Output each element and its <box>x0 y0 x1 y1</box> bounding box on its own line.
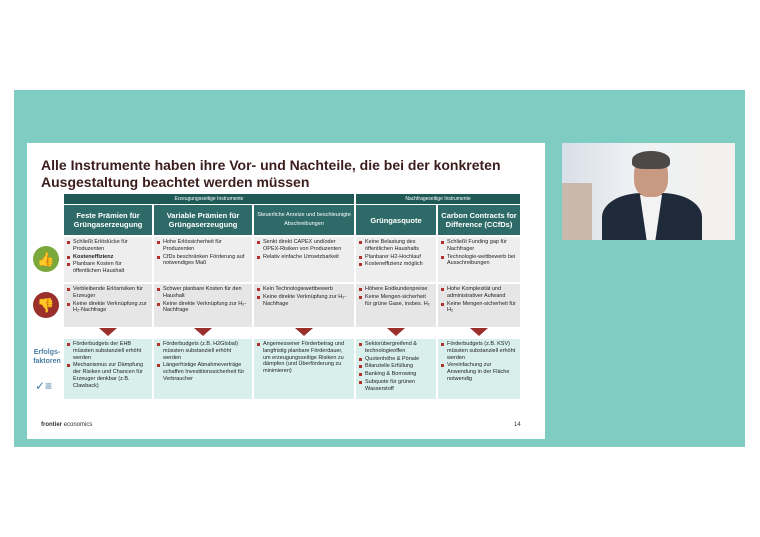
list-item: Keine direkte Verknüpfung zur H₂-Nachfrage <box>257 294 351 308</box>
list-item: Keine Belastung des öffentlichen Haushalts <box>359 239 433 253</box>
list-item: Förderbudgets (z.B. KSV) müssten substanziell erhöht werden <box>441 341 517 361</box>
down-arrow-icon <box>295 328 313 336</box>
down-arrow-icon <box>470 328 488 336</box>
footer-brand-bold: frontier <box>41 422 62 428</box>
cons-cell <box>154 284 252 327</box>
list-item: Höhere Endkundenpreise <box>359 286 433 293</box>
down-arrow-icon <box>194 328 212 336</box>
column-header-fixed-premium: Feste Prämien für Grüngaserzeugung <box>64 205 152 235</box>
group-header-demand: Nachfrageseitige Instrumente <box>356 194 520 204</box>
list-item: Angemessener Förderbetrag und langfristig planbare Förderdauer, um erzeugungsseitige Risiken zu dämpfen (und Überförderung zu minimieren) <box>257 341 351 375</box>
list-item: Technologie-wettbewerb bei Ausschreibungen <box>441 254 517 268</box>
list-item: Quotenhöhe & Pönale <box>359 356 433 363</box>
down-arrow-icon <box>387 328 405 336</box>
column-header-tax-incentives: Steuerliche Anreize und beschleunigte Abschreibungen <box>254 205 354 235</box>
column-header-green-gas-quota: Grüngasquote <box>356 205 436 235</box>
success-cell <box>438 339 520 399</box>
footer-brand-light: economics <box>62 422 93 428</box>
column-header-ccfd: Carbon Contracts for Difference (CCfDs) <box>438 205 520 235</box>
page-number: 14 <box>514 422 521 428</box>
list-item: Schließt Funding gap für Nachfrager <box>441 239 517 253</box>
footer-logo <box>41 422 92 428</box>
list-item: Banking & Borrowing <box>359 371 433 378</box>
pros-cell <box>64 237 152 282</box>
success-cell <box>356 339 436 399</box>
list-item: Förderbudgets der EHB müssten substanziell erhöht werden <box>67 341 149 361</box>
success-factors-label: Erfolgs-faktoren <box>33 349 61 365</box>
cons-cell <box>356 284 436 327</box>
list-item: Schließt Erlöslücke für Produzenten <box>67 239 149 253</box>
list-item: Keine direkte Verknüpfung zur H₂-Nachfrage <box>67 301 149 315</box>
success-cell <box>254 339 354 399</box>
list-item: Vereinfachung zur Anwendung in der Fläche notwendig <box>441 362 517 382</box>
list-item: Senkt direkt CAPEX und/oder OPEX-Risiken von Produzenten <box>257 239 351 253</box>
list-item: Planbare Kosten für öffentlichen Haushalt <box>67 261 149 275</box>
list-item: Planbarer H2-Hochlauf <box>359 254 433 261</box>
presentation-slide <box>27 143 545 439</box>
pros-cell <box>254 237 354 282</box>
list-item: Hohe Komplexität und administrativer Aufwand <box>441 286 517 300</box>
cons-cell <box>438 284 520 327</box>
column-header-variable-premium: Variable Prämien für Grüngaserzeugung <box>154 205 252 235</box>
list-item: Keine direkte Verknüpfung zur H₂-Nachfrage <box>157 301 249 315</box>
list-item: Längerfristige Abnahmeverträge schaffen Investitionssicherheit für Verbraucher <box>157 362 249 382</box>
list-item: Keine Mengen-sicherheit für H₂ <box>441 301 517 315</box>
list-item: Kosteneffizienz <box>67 254 149 261</box>
success-cell <box>154 339 252 399</box>
cons-cell <box>64 284 152 327</box>
list-item: Sektorübergreifend & technologieoffen <box>359 341 433 355</box>
list-item: Förderbudgets (z.B. H2Global) müssten substanziell erhöht werden <box>157 341 249 361</box>
list-item: Kosteneffizienz möglich <box>359 261 433 268</box>
pros-cell <box>356 237 436 282</box>
cons-cell <box>254 284 354 327</box>
list-item: Mechanismus zur Dämpfung der Risiken und Chancen für Erzeuger denkbar (z.B. Clawback) <box>67 362 149 389</box>
pros-cell <box>154 237 252 282</box>
list-item: Hohe Erlössicherheit für Produzenten <box>157 239 249 253</box>
list-item: Bilanzielle Erfüllung <box>359 363 433 370</box>
thumbs-up-icon: 👍 <box>33 246 59 272</box>
list-item: Subquote für grünen Wasserstoff <box>359 379 433 393</box>
list-item: Kein Technologiewettbewerb <box>257 286 351 293</box>
pros-cell <box>438 237 520 282</box>
list-item: Relativ einfache Umsetzbarkeit <box>257 254 351 261</box>
list-item: CfDs beschränken Förderung auf notwendiges Maß <box>157 254 249 268</box>
success-cell <box>64 339 152 399</box>
group-header-supply: Erzeugungsseitige Instrumente <box>64 194 354 204</box>
speaker-hair <box>632 151 670 169</box>
list-item: Verbleibende Erlösrisiken für Erzeuger <box>67 286 149 300</box>
list-item: Keine Mengen-sicherheit für grüne Gase, insbes. H₂ <box>359 294 433 308</box>
speaker-video <box>562 143 735 240</box>
down-arrow-icon <box>99 328 117 336</box>
background-object <box>562 183 592 240</box>
slide-title: Alle Instrumente haben ihre Vor- und Nachteile, die bei der konkreten Ausgestaltung beachtet werden müssen <box>41 157 501 190</box>
thumbs-down-icon: 👎 <box>33 292 59 318</box>
list-item: Schwer planbare Kosten für den Haushalt <box>157 286 249 300</box>
checklist-icon: ✓≡ <box>35 379 53 393</box>
